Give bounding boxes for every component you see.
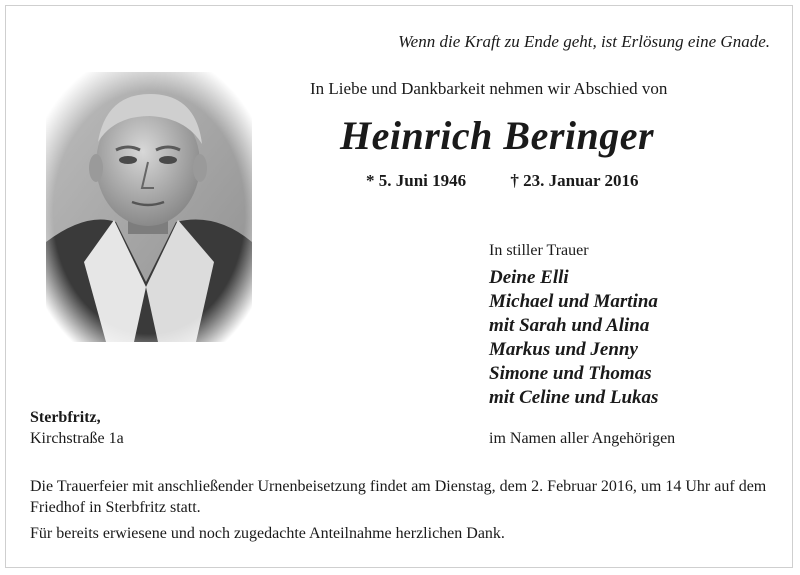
family-line: Markus und Jenny	[489, 339, 638, 360]
mourning-label: In stiller Trauer	[489, 242, 589, 259]
motto-quote: Wenn die Kraft zu Ende geht, ist Erlösung eine Gnade.	[398, 32, 770, 51]
portrait-photo	[46, 72, 252, 342]
death-date: † 23. Januar 2016	[510, 171, 639, 190]
relatives-line: im Namen aller Angehörigen	[489, 430, 676, 447]
address-block	[30, 407, 124, 449]
portrait-illustration	[46, 72, 252, 342]
life-dates	[366, 171, 639, 191]
family-line: Michael und Martina	[489, 291, 658, 312]
family-list	[489, 266, 658, 410]
address-street: Kirchstraße 1a	[30, 430, 124, 447]
deceased-name: Heinrich Beringer	[340, 113, 655, 158]
intro-line: In Liebe und Dankbarkeit nehmen wir Abschied von	[310, 79, 668, 98]
address-town: Sterbfritz,	[30, 409, 101, 426]
family-line: mit Sarah und Alina	[489, 315, 650, 336]
family-line: Deine Elli	[489, 267, 569, 288]
thanks-line: Für bereits erwiesene und noch zugedachte Anteilnahme herzlichen Dank.	[30, 525, 505, 542]
birth-date: * 5. Juni 1946	[366, 171, 467, 190]
ceremony-info: Die Trauerfeier mit anschließender Urnenbeisetzung findet am Dienstag, dem 2. Februar 2016, um 14 Uhr auf dem Friedhof in Sterbfritz statt.	[30, 478, 767, 516]
family-line: Simone und Thomas	[489, 363, 652, 384]
family-line: mit Celine und Lukas	[489, 387, 659, 408]
